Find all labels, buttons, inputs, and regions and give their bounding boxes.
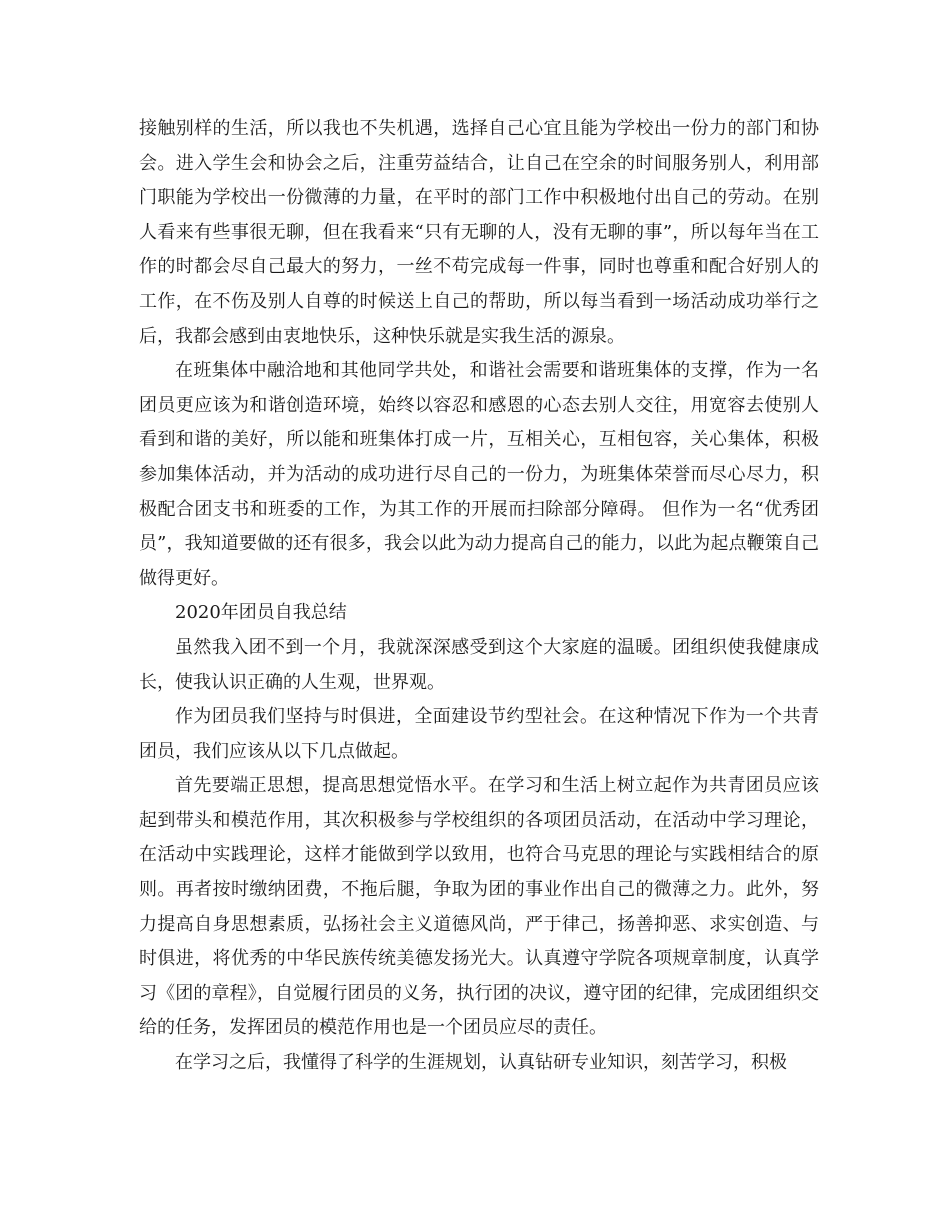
- section-title: 2020年团员自我总结: [175, 602, 347, 624]
- section-paragraph-2: 作为团员我们坚持与时俱进，全面建设节约型社会。在这种情况下作为一个共青团员，我们应该从以下几点做起。: [139, 706, 819, 762]
- section-paragraph-3: 首先要端正思想，提高思想觉悟水平。在学习和生活上树立起作为共青团员应该起到带头和模范作用，其次积极参与学校组织的各项团员活动，在活动中学习理论，在活动中实践理论，这样才能做到学以致用，也符合马克思的理论与实践相结合的原则。再者按时缴纳团费，不拖后腿，争取为团的事业作出自己的微薄之力。此外，努力提高自身思想素质，弘扬社会主义道德风尚，严于律己，扬善抑恶、求实创造、与时俱进，将优秀的中华民族传统美德发扬光大。认真遵守学院各项规章制度，认真学习《团的章程》，自觉履行团员的义务，执行团的决议，遵守团的纪律，完成团组织交给的任务，发挥团员的模范作用也是一个团员应尽的责任。: [139, 775, 819, 1039]
- section-paragraph-1: 虽然我入团不到一个月，我就深深感受到这个大家庭的温暖。团组织使我健康成长，使我认识正确的人生观，世界观。: [139, 636, 819, 693]
- document-body: [139, 112, 819, 1081]
- section-paragraph-4: 在学习之后，我懂得了科学的生涯规划，认真钻研专业知识，刻苦学习，积极: [175, 1052, 787, 1074]
- paragraph-2: 在班集体中融洽地和其他同学共处，和谐社会需要和谐班集体的支撑，作为一名团员更应该为和谐创造环境，始终以容忍和感恩的心态去别人交往，用宽容去使别人看到和谐的美好，所以能和班集体打成一片，互相关心，互相包容，关心集体，积极参加集体活动，并为活动的成功进行尽自己的一份力，为班集体荣誉而尽心尽力，积极配合团支书和班委的工作，为其工作的开展而扫除部分障碍。 但作为一名“优秀团员”，我知道要做的还有很多，我会以此为动力提高自己的能力，以此为起点鞭策自己做得更好。: [139, 360, 819, 589]
- paragraph-1: 接触别样的生活，所以我也不失机遇，选择自己心宜且能为学校出一份力的部门和协会。进入学生会和协会之后，注重劳益结合，让自己在空余的时间服务别人，利用部门职能为学校出一份微薄的力量，在平时的部门工作中积极地付出自己的劳动。在别人看来有些事很无聊，但在我看来“只有无聊的人，没有无聊的事”，所以每年当在工作的时都会尽自己最大的努力，一丝不苟完成每一件事，同时也尊重和配合好别人的工作，在不伤及别人自尊的时候送上自己的帮助，所以每当看到一场活动成功举行之后，我都会感到由衷地快乐，这种快乐就是实我生活的源泉。: [139, 118, 819, 347]
